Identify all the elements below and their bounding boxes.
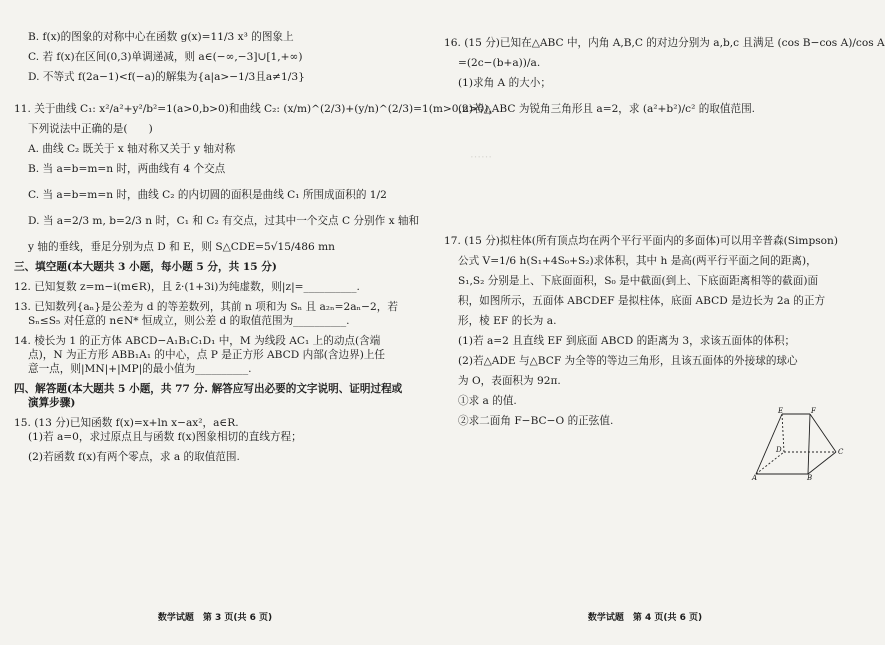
bleed-through-text: ⋯⋯ xyxy=(470,150,492,163)
label-d: D xyxy=(776,446,782,454)
section-4-heading: 四、解答题(本大题共 5 小题，共 77 分. 解答应写出必要的文字说明、证明过程或 xyxy=(14,383,403,395)
right-page xyxy=(430,0,885,645)
question-17-sub-1: ①求 a 的值. xyxy=(458,395,517,407)
question-17-part-2: (2)若△ADE 与△BCF 为全等的等边三角形，且该五面体的外接球的球心 xyxy=(458,355,798,367)
question-15-part-1: (1)若 a=0，求过原点且与函数 f(x)图象相切的直线方程； xyxy=(28,431,302,443)
question-17-part-1: (1)若 a=2 且直线 EF 到底面 ABCD 的距离为 3，求该五面体的体积； xyxy=(458,335,796,347)
question-11-stem: 11. 关于曲线 C₁: x²/a²+y²/b²=1(a>0,b>0)和曲线 C₂: (x/m)^(2/3)+(y/n)^(2/3)=1(m>0,n>0)， xyxy=(14,103,500,115)
label-f: F xyxy=(811,407,816,415)
question-17-sub-2: ②求二面角 F−BC−O 的正弦值. xyxy=(458,415,614,427)
option-10d: D. 不等式 f(2a−1)<f(−a)的解集为{a|a>−1/3且a≠1/3} xyxy=(28,71,305,83)
question-11-prompt: 下列说法中正确的是( ) xyxy=(28,123,153,135)
question-17-cont-1: S₁,S₂ 分别是上、下底面面积，S₀ 是中截面(到上、下底面距离相等的截面)面 xyxy=(458,275,819,287)
question-12: 12. 已知复数 z=m−i(m∈R)，且 z̄·(1+3i)为纯虚数，则|z|=__________. xyxy=(14,281,360,293)
option-11d-cont: y 轴的垂线，垂足分别为点 D 和 E，则 S△CDE=5√15/486 mn xyxy=(28,241,335,253)
section-4-heading-cont: 演算步骤) xyxy=(28,397,76,409)
right-page-footer: 数学试题 第 4 页(共 6 页) xyxy=(587,613,703,623)
question-17-cont-3: 形，棱 EF 的长为 a. xyxy=(458,315,557,327)
question-14-cont-1: 点)，N 为正方形 ABB₁A₁ 的中心，点 P 是正方形 ABCD 内部(含边界)上任 xyxy=(28,349,386,361)
question-17-part-2-cont: 为 O，表面积为 92π. xyxy=(458,375,561,387)
edge-fc xyxy=(810,414,836,452)
question-14-cont-2: 意一点，则|MN|+|MP|的最小值为__________. xyxy=(28,363,252,375)
question-14: 14. 棱长为 1 的正方体 ABCD−A₁B₁C₁D₁ 中，M 为线段 AC₁ 上的动点(含端 xyxy=(14,335,381,347)
question-16-part-1: (1)求角 A 的大小； xyxy=(458,77,551,89)
option-11d: D. 当 a=2/3 m, b=2/3 n 时，C₁ 和 C₂ 有交点，过其中一个交点 C 分别作 x 轴和 xyxy=(28,215,420,227)
edge-bc xyxy=(808,452,836,474)
edge-ad xyxy=(756,452,784,474)
section-3-heading: 三、填空题(本大题共 3 小题，每小题 5 分，共 15 分) xyxy=(14,261,277,273)
question-17-formula: 公式 V=1/6 h(S₁+4S₀+S₂)求体积，其中 h 是高(两平行平面之间的距离)， xyxy=(458,255,817,267)
question-13-cont: Sₙ≤S₅ 对任意的 n∈N* 恒成立，则公差 d 的取值范围为__________. xyxy=(28,315,350,327)
label-c: C xyxy=(838,448,844,456)
option-11b: B. 当 a=b=m=n 时，两曲线有 4 个交点 xyxy=(28,163,226,175)
option-10c: C. 若 f(x)在区间(0,3)单调递减，则 a∈(−∞,−3]∪[1,+∞) xyxy=(28,51,303,63)
question-16-part-2: (2)若△ABC 为锐角三角形且 a=2，求 (a²+b²)/c² 的取值范围. xyxy=(458,103,756,115)
option-11c: C. 当 a=b=m=n 时，曲线 C₂ 的内切圆的面积是曲线 C₁ 所围成面积的 1/2 xyxy=(28,189,387,201)
edge-fb xyxy=(808,414,810,474)
edge-ed xyxy=(782,414,784,452)
question-17-cont-2: 积，如图所示，五面体 ABCDEF 是拟柱体，底面 ABCD 是边长为 2a 的正方 xyxy=(458,295,826,307)
question-16-cont: =(2c−(b+a))/a. xyxy=(458,57,541,69)
label-b: B xyxy=(807,474,813,482)
question-17: 17. (15 分)拟柱体(所有顶点均在两个平行平面内的多面体)可以用辛普森(Simpson) xyxy=(444,235,838,247)
question-15: 15. (13 分)已知函数 f(x)=x+ln x−ax²，a∈R. xyxy=(14,417,239,429)
pentahedron-figure xyxy=(752,408,846,480)
label-a: A xyxy=(752,474,758,482)
question-15-part-2: (2)若函数 f(x)有两个零点，求 a 的取值范围. xyxy=(28,451,240,463)
option-10b: B. f(x)的图象的对称中心在函数 g(x)=11/3 x³ 的图象上 xyxy=(28,31,294,43)
option-11a: A. 曲线 C₂ 既关于 x 轴对称又关于 y 轴对称 xyxy=(28,143,236,155)
question-13: 13. 已知数列{aₙ}是公差为 d 的等差数列，其前 n 项和为 Sₙ 且 a₂ₙ=2aₙ−2，若 xyxy=(14,301,398,313)
left-page-footer: 数学试题 第 3 页(共 6 页) xyxy=(157,613,273,623)
edge-ea xyxy=(756,414,782,474)
label-e: E xyxy=(778,407,784,415)
question-16: 16. (15 分)已知在△ABC 中，内角 A,B,C 的对边分别为 a,b,c 且满足 (cos B−cos A)/cos A xyxy=(444,37,885,49)
